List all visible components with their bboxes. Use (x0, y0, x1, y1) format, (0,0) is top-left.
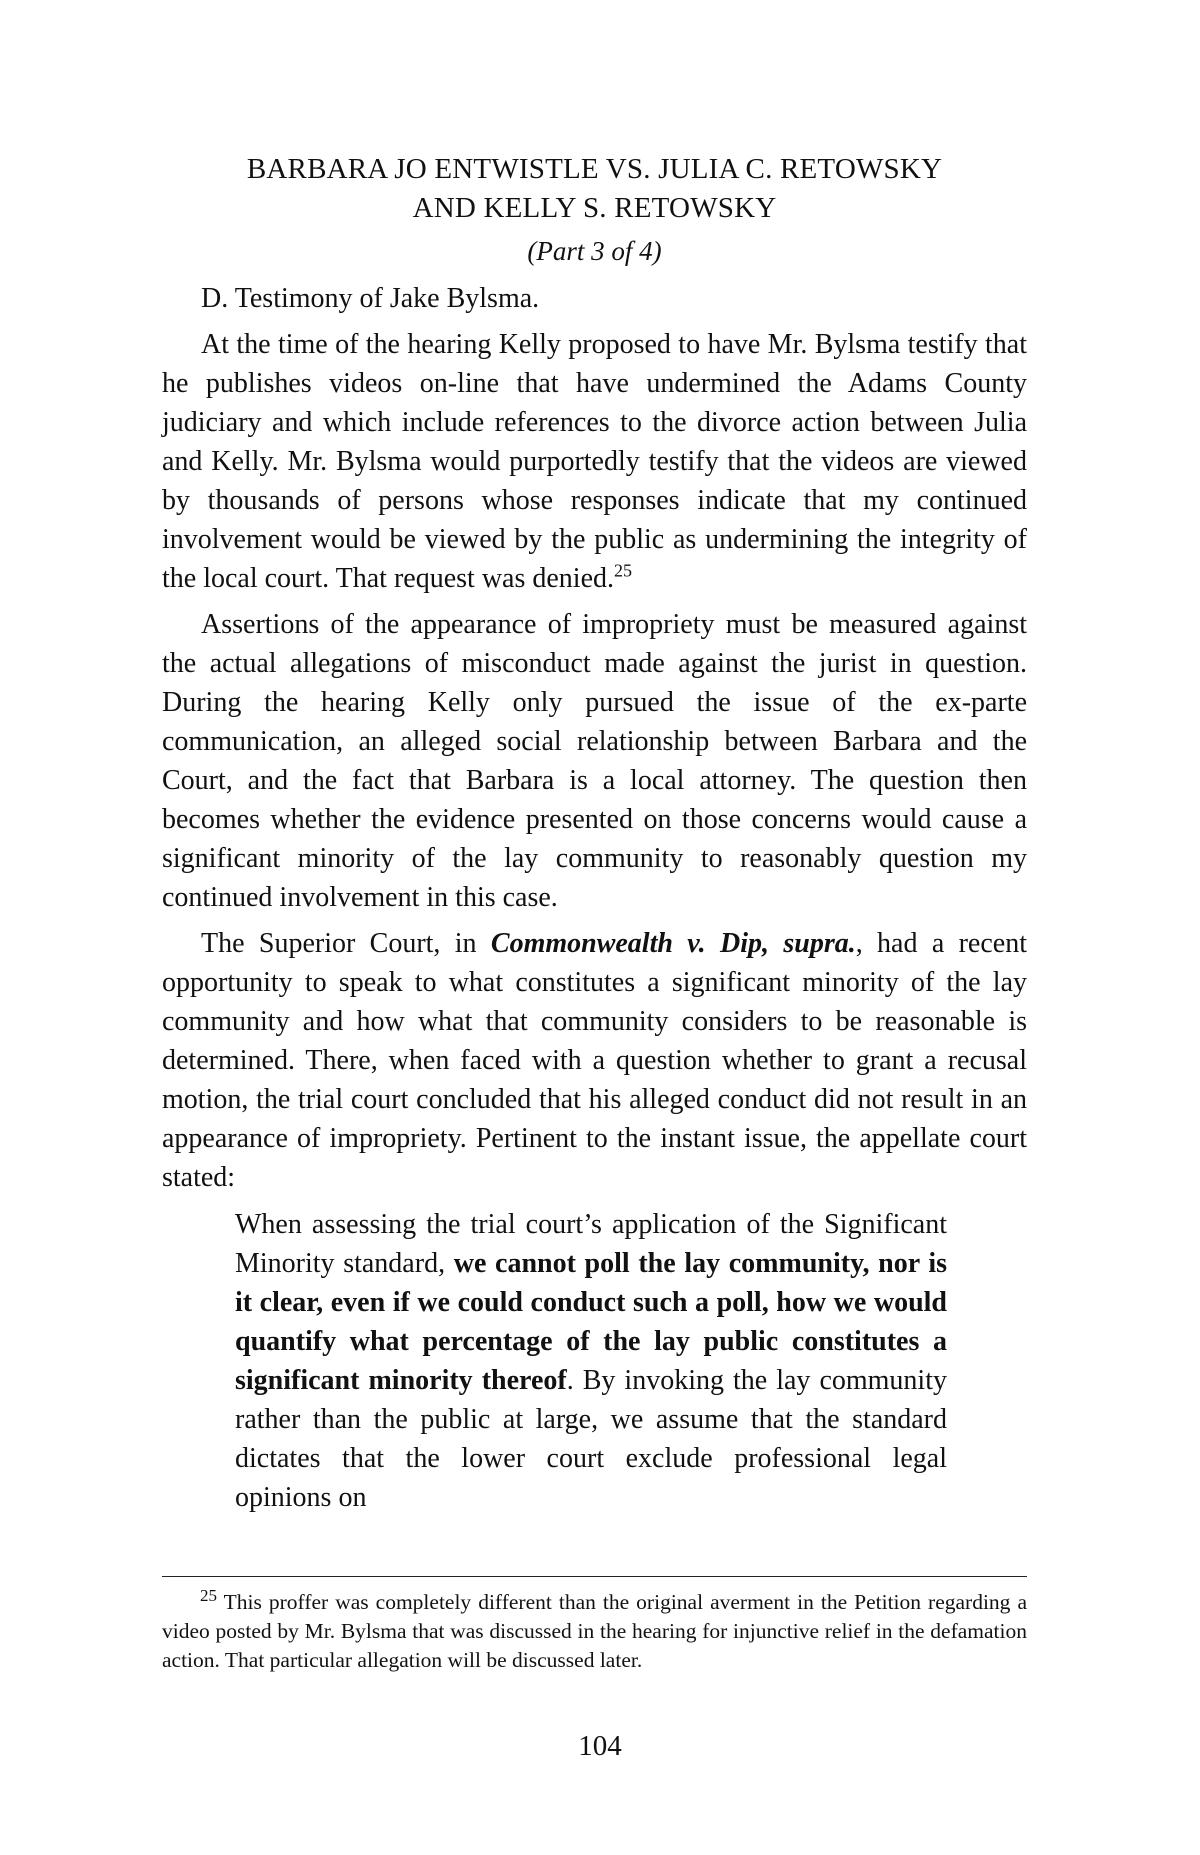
part-label: (Part 3 of 4) (527, 236, 662, 266)
case-title-line-1: BARBARA JO ENTWISTLE VS. JULIA C. RETOWSKY (246, 153, 943, 185)
paragraph-1 (162, 325, 1027, 598)
quote-emphasis: we cannot poll the lay community, nor is it clear, even if we could conduct such a poll, how we would quantify what percentage of the lay public constitutes a significant minority thereof (235, 1248, 947, 1396)
section-heading: D. Testimony of Jake Bylsma. (201, 283, 540, 314)
paragraph-1-text: At the time of the hearing Kelly proposed to have Mr. Bylsma testify that he publishes videos on-line that have undermined the Adams County judiciary and which include references to the divorce action between Julia and Kelly. Mr. Bylsma would purportedly testify that the videos are viewed by thousands of persons whose responses indicate that my continued involvement would be viewed by the public as undermining the integrity of the local court. That request was denied. (162, 329, 1027, 594)
footnote-divider (162, 1576, 1027, 1577)
footnote-text: This proffer was completely different than the original averment in the Petition regarding a video posted by Mr. Bylsma that was discussed in the hearing for injunctive relief in the defamation action. That particular allegation will be discussed later. (162, 1590, 1027, 1672)
quote-rest: . By invoking the lay community rather than the public at large, we assume that the standard dictates that the lower court exclude professional legal opinions on (235, 1365, 947, 1513)
case-title (162, 150, 1027, 228)
page-content (162, 150, 1027, 1517)
paragraph-2: Assertions of the appearance of impropriety must be measured against the actual allegations of misconduct made against the jurist in question. During the hearing Kelly only pursued the issue of the ex-parte communication, an alleged social relationship between Barbara and the Court, and the fact that Barbara is a local attorney. The question then becomes whether the evidence presented on those concerns would cause a significant minority of the lay community to reasonably question my continued involvement in this case. (162, 609, 1027, 913)
case-citation: Commonwealth v. Dip, supra. (490, 928, 856, 959)
footnote-number: 25 (200, 1585, 217, 1605)
paragraph-3-rest: , had a recent opportunity to speak to what constitutes a significant minority of the lay community and how what that community considers to be reasonable is determined. There, when faced with a question whether to grant a recusal motion, the trial court concluded that his alleged conduct did not result in an appearance of impropriety. Pertinent to the instant issue, the appellate court stated: (162, 928, 1027, 1193)
case-title-line-2: AND KELLY S. RETOWSKY (412, 192, 777, 224)
paragraph-3 (162, 924, 1027, 1197)
footnote (162, 1585, 1027, 1675)
paragraph-3-lead: The Superior Court, in (201, 928, 491, 959)
footnote-reference: 25 (614, 560, 632, 581)
quote-lead: When assessing the trial court’s application of the Significant Minority standard, (235, 1209, 947, 1279)
page-number: 104 (578, 1730, 622, 1762)
block-quote (235, 1205, 947, 1517)
